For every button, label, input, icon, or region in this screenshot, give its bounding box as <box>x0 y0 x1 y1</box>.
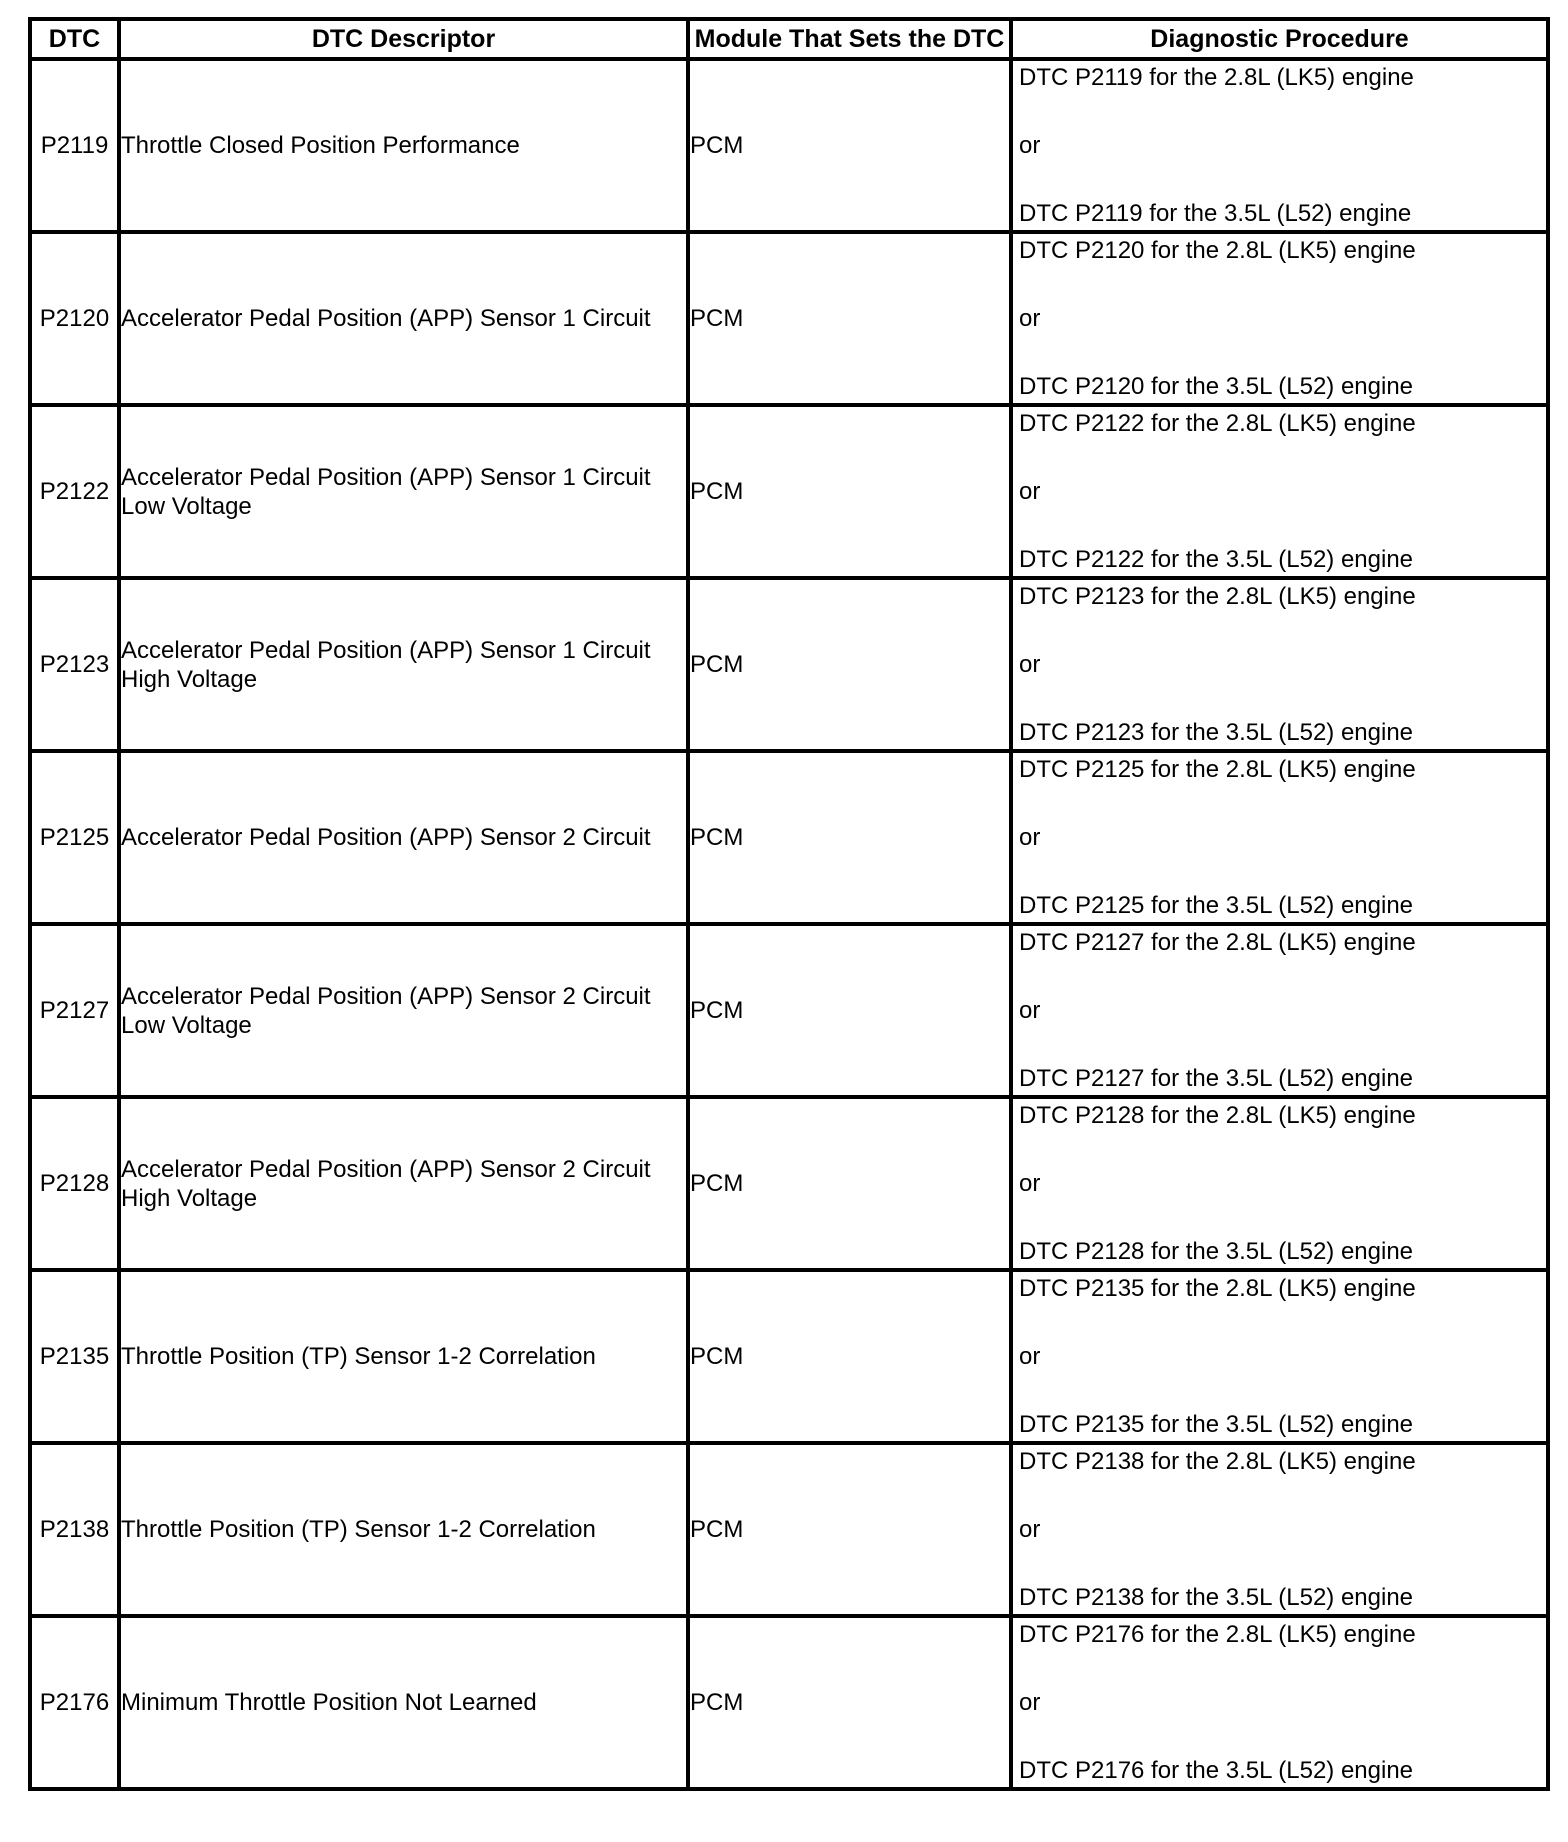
dtc-module: PCM <box>688 1270 1011 1443</box>
procedure-link-3.5l[interactable]: DTC P2176 for the 3.5L (L52) engine <box>1019 1757 1414 1784</box>
procedure-link-2.8l[interactable]: DTC P2122 for the 2.8L (LK5) engine <box>1019 410 1416 437</box>
procedure-link-3.5l[interactable]: DTC P2128 for the 3.5L (L52) engine <box>1019 1238 1414 1265</box>
procedure-link-3.5l[interactable]: DTC P2135 for the 3.5L (L52) engine <box>1019 1411 1414 1438</box>
procedure-link-3.5l[interactable]: DTC P2119 for the 3.5L (L52) engine <box>1019 200 1412 227</box>
procedure-link-3.5l[interactable]: DTC P2122 for the 3.5L (L52) engine <box>1019 546 1414 573</box>
table-row <box>30 1616 1548 1789</box>
table-row <box>30 59 1548 232</box>
diagnostic-procedure <box>1011 59 1548 232</box>
diagnostic-procedure <box>1011 578 1548 751</box>
table-row <box>30 751 1548 924</box>
procedure-or: or <box>1019 305 1041 332</box>
dtc-descriptor: Accelerator Pedal Position (APP) Sensor 2 Circuit Low Voltage <box>119 924 688 1097</box>
dtc-module: PCM <box>688 405 1011 578</box>
dtc-code: P2125 <box>30 751 119 924</box>
procedure-or: or <box>1019 997 1041 1024</box>
dtc-descriptor: Accelerator Pedal Position (APP) Sensor 1 Circuit Low Voltage <box>119 405 688 578</box>
dtc-module: PCM <box>688 751 1011 924</box>
procedure-link-2.8l[interactable]: DTC P2123 for the 2.8L (LK5) engine <box>1019 583 1416 610</box>
dtc-code: P2120 <box>30 232 119 405</box>
procedure-or: or <box>1019 651 1041 678</box>
dtc-module: PCM <box>688 1443 1011 1616</box>
procedure-link-2.8l[interactable]: DTC P2119 for the 2.8L (LK5) engine <box>1019 64 1414 91</box>
dtc-module: PCM <box>688 59 1011 232</box>
table-row <box>30 578 1548 751</box>
dtc-descriptor: Minimum Throttle Position Not Learned <box>119 1616 688 1789</box>
dtc-descriptor: Throttle Closed Position Performance <box>119 59 688 232</box>
diagnostic-procedure <box>1011 232 1548 405</box>
diagnostic-procedure <box>1011 1270 1548 1443</box>
dtc-descriptor: Accelerator Pedal Position (APP) Sensor 1 Circuit <box>119 232 688 405</box>
diagnostic-procedure <box>1011 924 1548 1097</box>
dtc-module: PCM <box>688 1097 1011 1270</box>
dtc-code: P2122 <box>30 405 119 578</box>
procedure-or: or <box>1019 1170 1041 1197</box>
dtc-module: PCM <box>688 924 1011 1097</box>
table-header-row <box>30 19 1548 59</box>
procedure-or: or <box>1019 1516 1041 1543</box>
procedure-link-2.8l[interactable]: DTC P2127 for the 2.8L (LK5) engine <box>1019 929 1416 956</box>
procedure-link-3.5l[interactable]: DTC P2123 for the 3.5L (L52) engine <box>1019 719 1414 746</box>
diagnostic-procedure <box>1011 1616 1548 1789</box>
procedure-or: or <box>1019 824 1041 851</box>
procedure-link-2.8l[interactable]: DTC P2125 for the 2.8L (LK5) engine <box>1019 756 1416 783</box>
dtc-module: PCM <box>688 578 1011 751</box>
dtc-descriptor: Throttle Position (TP) Sensor 1-2 Correlation <box>119 1270 688 1443</box>
diagnostic-procedure <box>1011 1097 1548 1270</box>
procedure-or: or <box>1019 132 1041 159</box>
dtc-module: PCM <box>688 1616 1011 1789</box>
diagnostic-procedure <box>1011 751 1548 924</box>
dtc-descriptor: Throttle Position (TP) Sensor 1-2 Correlation <box>119 1443 688 1616</box>
header-procedure: Diagnostic Procedure <box>1011 19 1548 59</box>
procedure-link-2.8l[interactable]: DTC P2176 for the 2.8L (LK5) engine <box>1019 1621 1416 1648</box>
header-module: Module That Sets the DTC <box>688 19 1011 59</box>
dtc-code: P2123 <box>30 578 119 751</box>
table-row <box>30 405 1548 578</box>
dtc-code: P2176 <box>30 1616 119 1789</box>
dtc-table <box>28 17 1550 1791</box>
procedure-or: or <box>1019 1689 1041 1716</box>
procedure-or: or <box>1019 1343 1041 1370</box>
dtc-code: P2135 <box>30 1270 119 1443</box>
procedure-link-3.5l[interactable]: DTC P2120 for the 3.5L (L52) engine <box>1019 373 1414 400</box>
procedure-link-2.8l[interactable]: DTC P2128 for the 2.8L (LK5) engine <box>1019 1102 1416 1129</box>
dtc-descriptor: Accelerator Pedal Position (APP) Sensor 2 Circuit <box>119 751 688 924</box>
header-descriptor: DTC Descriptor <box>119 19 688 59</box>
header-dtc: DTC <box>30 19 119 59</box>
procedure-link-2.8l[interactable]: DTC P2135 for the 2.8L (LK5) engine <box>1019 1275 1416 1302</box>
dtc-descriptor: Accelerator Pedal Position (APP) Sensor 1 Circuit High Voltage <box>119 578 688 751</box>
table-row <box>30 924 1548 1097</box>
diagnostic-procedure <box>1011 405 1548 578</box>
procedure-or: or <box>1019 478 1041 505</box>
dtc-module: PCM <box>688 232 1011 405</box>
dtc-code: P2128 <box>30 1097 119 1270</box>
dtc-code: P2138 <box>30 1443 119 1616</box>
procedure-link-2.8l[interactable]: DTC P2138 for the 2.8L (LK5) engine <box>1019 1448 1416 1475</box>
table-row <box>30 232 1548 405</box>
diagnostic-procedure <box>1011 1443 1548 1616</box>
dtc-code: P2127 <box>30 924 119 1097</box>
dtc-descriptor: Accelerator Pedal Position (APP) Sensor 2 Circuit High Voltage <box>119 1097 688 1270</box>
table-row <box>30 1270 1548 1443</box>
procedure-link-3.5l[interactable]: DTC P2138 for the 3.5L (L52) engine <box>1019 1584 1414 1611</box>
table-row <box>30 1443 1548 1616</box>
procedure-link-3.5l[interactable]: DTC P2127 for the 3.5L (L52) engine <box>1019 1065 1414 1092</box>
table-row <box>30 1097 1548 1270</box>
dtc-code: P2119 <box>30 59 119 232</box>
procedure-link-3.5l[interactable]: DTC P2125 for the 3.5L (L52) engine <box>1019 892 1414 919</box>
procedure-link-2.8l[interactable]: DTC P2120 for the 2.8L (LK5) engine <box>1019 237 1416 264</box>
